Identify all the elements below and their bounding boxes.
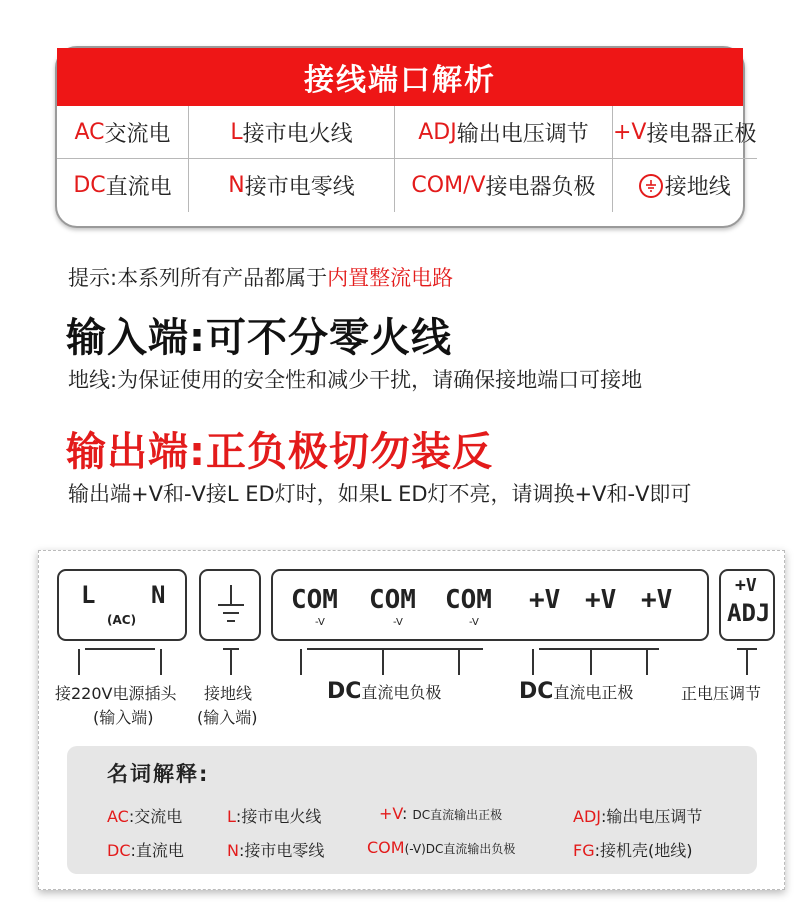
tip-highlight: 内置整流电路 (327, 266, 454, 290)
adj-pos-v: +V (735, 575, 757, 596)
glossary-item-adj (573, 804, 702, 827)
glossary-item-fg (573, 838, 693, 861)
tip-prefix: 提示:本系列所有产品都属于 (68, 266, 328, 290)
glossary-key: +V (379, 804, 403, 823)
glossary-desc: 直流电 (135, 841, 184, 860)
glossary-desc: DC直流输出负极 (425, 842, 516, 856)
terminal-com-3-sub: -V (469, 617, 479, 628)
glossary-sep: : (235, 807, 242, 826)
glossary-item-n (227, 838, 324, 861)
glossary-sep: : (128, 807, 135, 826)
port-desc: 接电器正极 (646, 121, 757, 147)
port-desc: 直流电 (105, 175, 172, 200)
terminal-pos-v-3: +V (641, 585, 673, 615)
glossary-item-l (227, 804, 321, 827)
caption-adj: 正电压调节 (681, 684, 762, 703)
tip-line (68, 262, 453, 292)
port-desc: 交流电 (104, 121, 171, 147)
glossary-sep: : (594, 841, 600, 860)
port-key: ADJ (418, 119, 457, 145)
caption-dc-pos-abbr: DC (519, 679, 554, 704)
terminal-pos-v-1: +V (529, 585, 561, 615)
glossary-desc: 输出电压调节 (606, 807, 703, 826)
port-table-card (55, 46, 757, 228)
glossary-sep: : (130, 841, 136, 860)
port-desc: 接市电火线 (242, 121, 353, 147)
glossary-key: DC (107, 841, 131, 860)
output-sub: 输出端+V和-V接L ED灯时，如果L ED灯不亮，请调换+V和-V即可 (68, 482, 692, 506)
terminal-com-1: COM (291, 585, 338, 615)
port-cell-dc (57, 159, 189, 212)
glossary-key: N (227, 841, 239, 860)
glossary-item-ac (107, 804, 182, 827)
port-table-grid (57, 106, 757, 212)
terminal-com-3: COM (445, 585, 492, 615)
ground-icon (639, 174, 663, 198)
caption-ac-line1: 接220V电源插头 (55, 684, 177, 703)
port-cell-pos-v (613, 106, 757, 159)
port-cell-ground (613, 159, 757, 212)
port-key: +V (613, 119, 647, 145)
terminal-diagram (38, 550, 785, 890)
port-cell-adj (395, 106, 613, 159)
terminal-com-2-sub: -V (393, 617, 403, 628)
terminal-n: N (151, 581, 166, 609)
port-desc: 接电器负极 (485, 175, 596, 200)
glossary-key: AC (107, 807, 129, 826)
caption-dc-neg-text: 直流电负极 (361, 683, 442, 702)
glossary-desc: 接市电火线 (241, 807, 322, 826)
port-cell-ac (57, 106, 189, 159)
port-desc: 接地线 (664, 175, 731, 200)
terminal-com-2: COM (369, 585, 416, 615)
ac-label: (AC) (107, 613, 137, 627)
port-key: DC (73, 173, 106, 198)
glossary-sep: : (600, 807, 607, 826)
caption-dc-neg-abbr: DC (327, 679, 362, 704)
input-heading: 输入端:可不分零火线 (66, 315, 452, 361)
glossary-item-pos-v (379, 804, 502, 823)
glossary-title: 名词解释: (107, 762, 210, 786)
glossary-key: L (227, 807, 236, 826)
caption-ground-line2: (输入端) (197, 708, 258, 727)
port-table-title: 接线端口解析 (57, 48, 743, 106)
port-cell-n (189, 159, 395, 212)
port-desc: 接市电零线 (244, 175, 355, 200)
caption-ac-line2: (输入端) (93, 708, 154, 727)
glossary-desc: 接市电零线 (244, 841, 325, 860)
connector-lines (39, 551, 786, 731)
caption-dc-positive (519, 679, 633, 704)
port-key: L (230, 119, 243, 145)
port-key: AC (74, 119, 105, 145)
glossary-item-dc (107, 838, 184, 861)
glossary-panel (67, 746, 757, 874)
caption-dc-negative (327, 679, 441, 704)
output-heading: 输出端:正负极切勿装反 (66, 429, 493, 475)
port-cell-com (395, 159, 613, 212)
port-key: COM/V (411, 173, 486, 198)
port-desc: 输出电压调节 (456, 121, 589, 147)
glossary-sep: : (402, 804, 408, 823)
glossary-desc: DC直流输出正极 (412, 808, 503, 822)
glossary-desc: 交流电 (134, 807, 183, 826)
glossary-sep: (-V) (404, 842, 426, 856)
port-cell-l (189, 106, 395, 159)
glossary-key: FG (573, 841, 595, 860)
caption-ground-line1: 接地线 (204, 684, 253, 703)
input-sub: 地线:为保证使用的安全性和减少干扰，请确保接地端口可接地 (68, 368, 643, 392)
glossary-sep: : (238, 841, 245, 860)
adj-label: ADJ (727, 599, 771, 627)
port-key: N (228, 173, 245, 198)
caption-dc-pos-text: 直流电正极 (553, 683, 634, 702)
terminal-pos-v-2: +V (585, 585, 617, 615)
glossary-key: ADJ (573, 807, 601, 826)
glossary-item-com (367, 838, 515, 857)
terminal-com-1-sub: -V (315, 617, 325, 628)
glossary-desc: 接机壳(地线) (600, 841, 693, 860)
glossary-key: COM (367, 838, 405, 857)
terminal-l: L (81, 581, 96, 609)
